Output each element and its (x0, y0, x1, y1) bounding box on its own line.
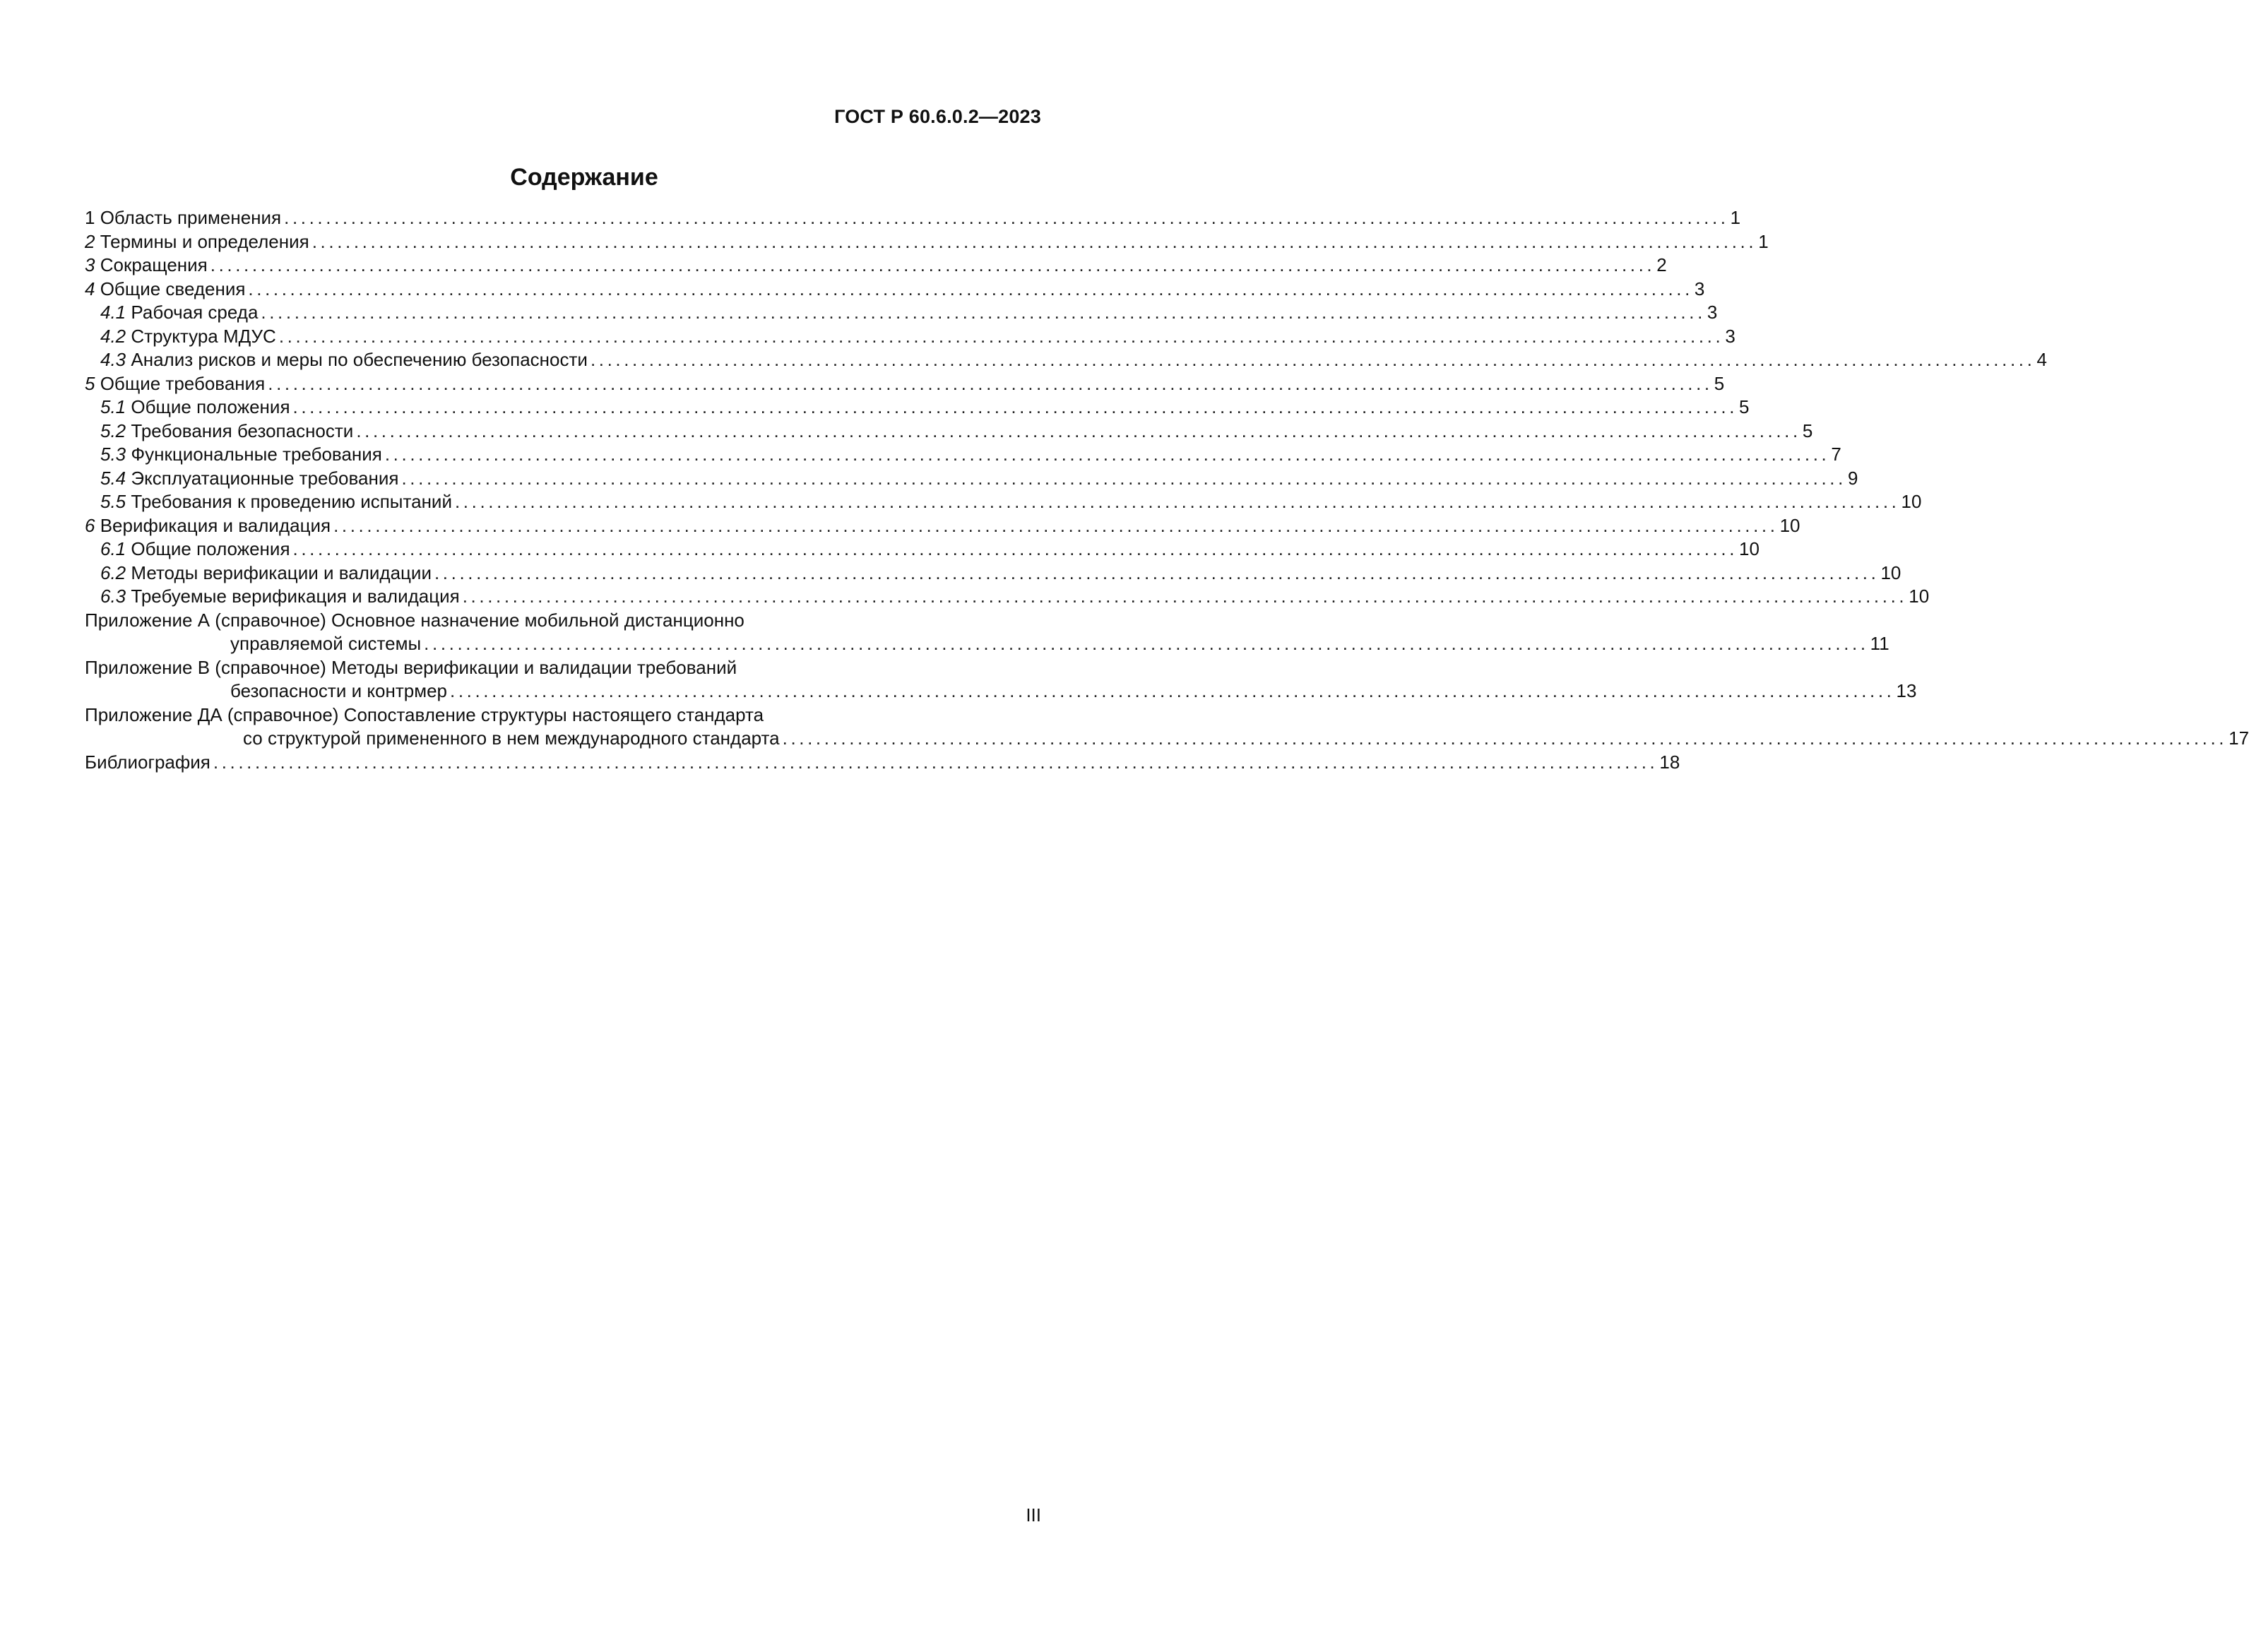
toc-entry-page: 3 (1694, 278, 1705, 299)
dot-leader: ............................................................................................................................................................................. (434, 561, 1880, 583)
appendix-title-line: Приложение А (справочное) Основное назначение мобильной дистанционно (85, 609, 744, 631)
toc-entry-label: 5.2 Требования безопасности (100, 420, 354, 441)
toc-entry-page: 10 (1779, 514, 1800, 536)
toc-entry-label: 4.1 Рабочая среда (100, 302, 259, 323)
toc-entry-page: 10 (1739, 538, 1760, 559)
toc-entry-label: 6 Верификация и валидация (85, 514, 331, 536)
toc-appendix-a[interactable] (85, 609, 1889, 656)
dot-leader: ............................................................................................................................................................................. (356, 420, 1801, 441)
toc-entry-page: 4 (2036, 349, 2047, 370)
toc-subentry[interactable] (85, 348, 2047, 372)
dot-leader: ............................................................................................................................................................................. (248, 278, 1693, 299)
toc-entry[interactable] (85, 514, 1800, 538)
appendix-title-line: Приложение ДА (справочное) Сопоставление структуры настоящего стандарта (85, 703, 764, 725)
toc-entry-page: 7 (1831, 444, 1841, 465)
toc-entry-page: 5 (1714, 372, 1725, 394)
toc-entry-label: 5.5 Требования к проведению испытаний (100, 491, 452, 512)
page-number: III (1026, 1504, 1041, 1526)
toc-subentry[interactable] (85, 443, 1841, 467)
toc-subentry[interactable] (85, 467, 1858, 491)
dot-leader: ............................................................................................................................................................................. (311, 230, 1757, 252)
toc-entry-page: 5 (1802, 420, 1813, 441)
toc-entry-label: 4.2 Структура МДУС (100, 325, 276, 347)
toc-subentry[interactable] (85, 420, 1813, 444)
toc-subentry[interactable] (85, 585, 1930, 609)
toc-entry-page: 17 (2229, 727, 2249, 749)
toc-entry-page: 2 (1656, 254, 1667, 275)
toc-subentry[interactable] (85, 301, 1718, 325)
dot-leader: ............................................................................................................................................................................. (213, 751, 1658, 773)
toc-entry-label: 1 Область применения (85, 207, 282, 228)
toc-subentry[interactable] (85, 537, 1760, 561)
toc-entry-page: 1 (1730, 207, 1741, 228)
toc-entry-label: 6.3 Требуемые верификация и валидация (100, 586, 460, 607)
toc-entry[interactable] (85, 372, 1725, 396)
toc-entry-page: 1 (1758, 230, 1769, 252)
toc-entry-page: 10 (1880, 561, 1901, 583)
dot-leader: ............................................................................................................................................................................. (261, 302, 1706, 323)
dot-leader: ............................................................................................................................................................................. (292, 538, 1738, 559)
dot-leader: ............................................................................................................................................................................. (462, 586, 1908, 607)
table-of-contents (85, 206, 2249, 774)
dot-leader: ............................................................................................................................................................................. (450, 680, 1895, 701)
dot-leader: ............................................................................................................................................................................. (782, 727, 2228, 749)
toc-entry-label: Библиография (85, 751, 210, 773)
dot-leader: ............................................................................................................................................................................. (333, 514, 1779, 536)
toc-entry-label: 3 Сокращения (85, 254, 208, 275)
toc-title: Содержание (510, 164, 658, 191)
appendix-second-line (85, 632, 1889, 656)
appendix-label: управляемой системы (230, 633, 422, 654)
toc-entry-label: 5.1 Общие положения (100, 396, 290, 417)
toc-entry-label: 4.3 Анализ рисков и меры по обеспечению безопасности (100, 349, 588, 370)
toc-entry[interactable] (85, 230, 1769, 254)
toc-bibliography[interactable] (85, 751, 1680, 775)
dot-leader: ............................................................................................................................................................................. (424, 633, 1869, 654)
toc-subentry[interactable] (85, 325, 1735, 349)
toc-entry-page: 18 (1659, 751, 1680, 773)
toc-entry-label: 6.2 Методы верификации и валидации (100, 561, 432, 583)
toc-entry-label: 5 Общие требования (85, 372, 266, 394)
toc-subentry[interactable] (85, 561, 1901, 586)
toc-entry-page: 10 (1909, 586, 1930, 607)
dot-leader: ............................................................................................................................................................................. (401, 467, 1846, 489)
toc-entry-page: 13 (1896, 680, 1917, 701)
dot-leader: ............................................................................................................................................................................. (384, 444, 1830, 465)
appendix-second-line (85, 679, 1917, 703)
toc-entry[interactable] (85, 254, 1667, 278)
toc-entry-label: 6.1 Общие положения (100, 538, 290, 559)
dot-leader: ............................................................................................................................................................................. (210, 254, 1656, 275)
toc-entry-page: 5 (1739, 396, 1750, 417)
dot-leader: ............................................................................................................................................................................. (292, 396, 1738, 417)
toc-subentry[interactable] (85, 490, 1922, 514)
dot-leader: ............................................................................................................................................................................. (454, 491, 1900, 512)
toc-appendix-b[interactable] (85, 656, 1917, 703)
dot-leader: ............................................................................................................................................................................. (268, 372, 1713, 394)
toc-entry-page: 11 (1870, 633, 1889, 654)
toc-entry-label: 2 Термины и определения (85, 230, 309, 252)
toc-entry-page: 3 (1707, 302, 1718, 323)
appendix-label: безопасности и контрмер (230, 680, 447, 701)
document-code: ГОСТ Р 60.6.0.2—2023 (834, 106, 1041, 127)
toc-entry[interactable] (85, 278, 1705, 302)
toc-entry-page: 9 (1847, 467, 1858, 489)
toc-appendix-da[interactable] (85, 703, 2249, 751)
toc-subentry[interactable] (85, 396, 1750, 420)
dot-leader: ............................................................................................................................................................................. (278, 325, 1724, 347)
toc-entry-label: 5.4 Эксплуатационные требования (100, 467, 399, 489)
toc-entry-label: 5.3 Функциональные требования (100, 444, 382, 465)
appendix-second-line (85, 727, 2249, 751)
toc-entry-page: 10 (1901, 491, 1922, 512)
dot-leader: ............................................................................................................................................................................. (284, 207, 1729, 228)
toc-entry-page: 3 (1725, 325, 1735, 347)
appendix-label: со структурой примененного в нем международного стандарта (243, 727, 780, 749)
dot-leader: ............................................................................................................................................................................. (590, 349, 2036, 370)
appendix-title-line: Приложение В (справочное) Методы верификации и валидации требований (85, 656, 737, 678)
toc-entry-label: 4 Общие сведения (85, 278, 246, 299)
toc-entry[interactable] (85, 206, 1741, 230)
